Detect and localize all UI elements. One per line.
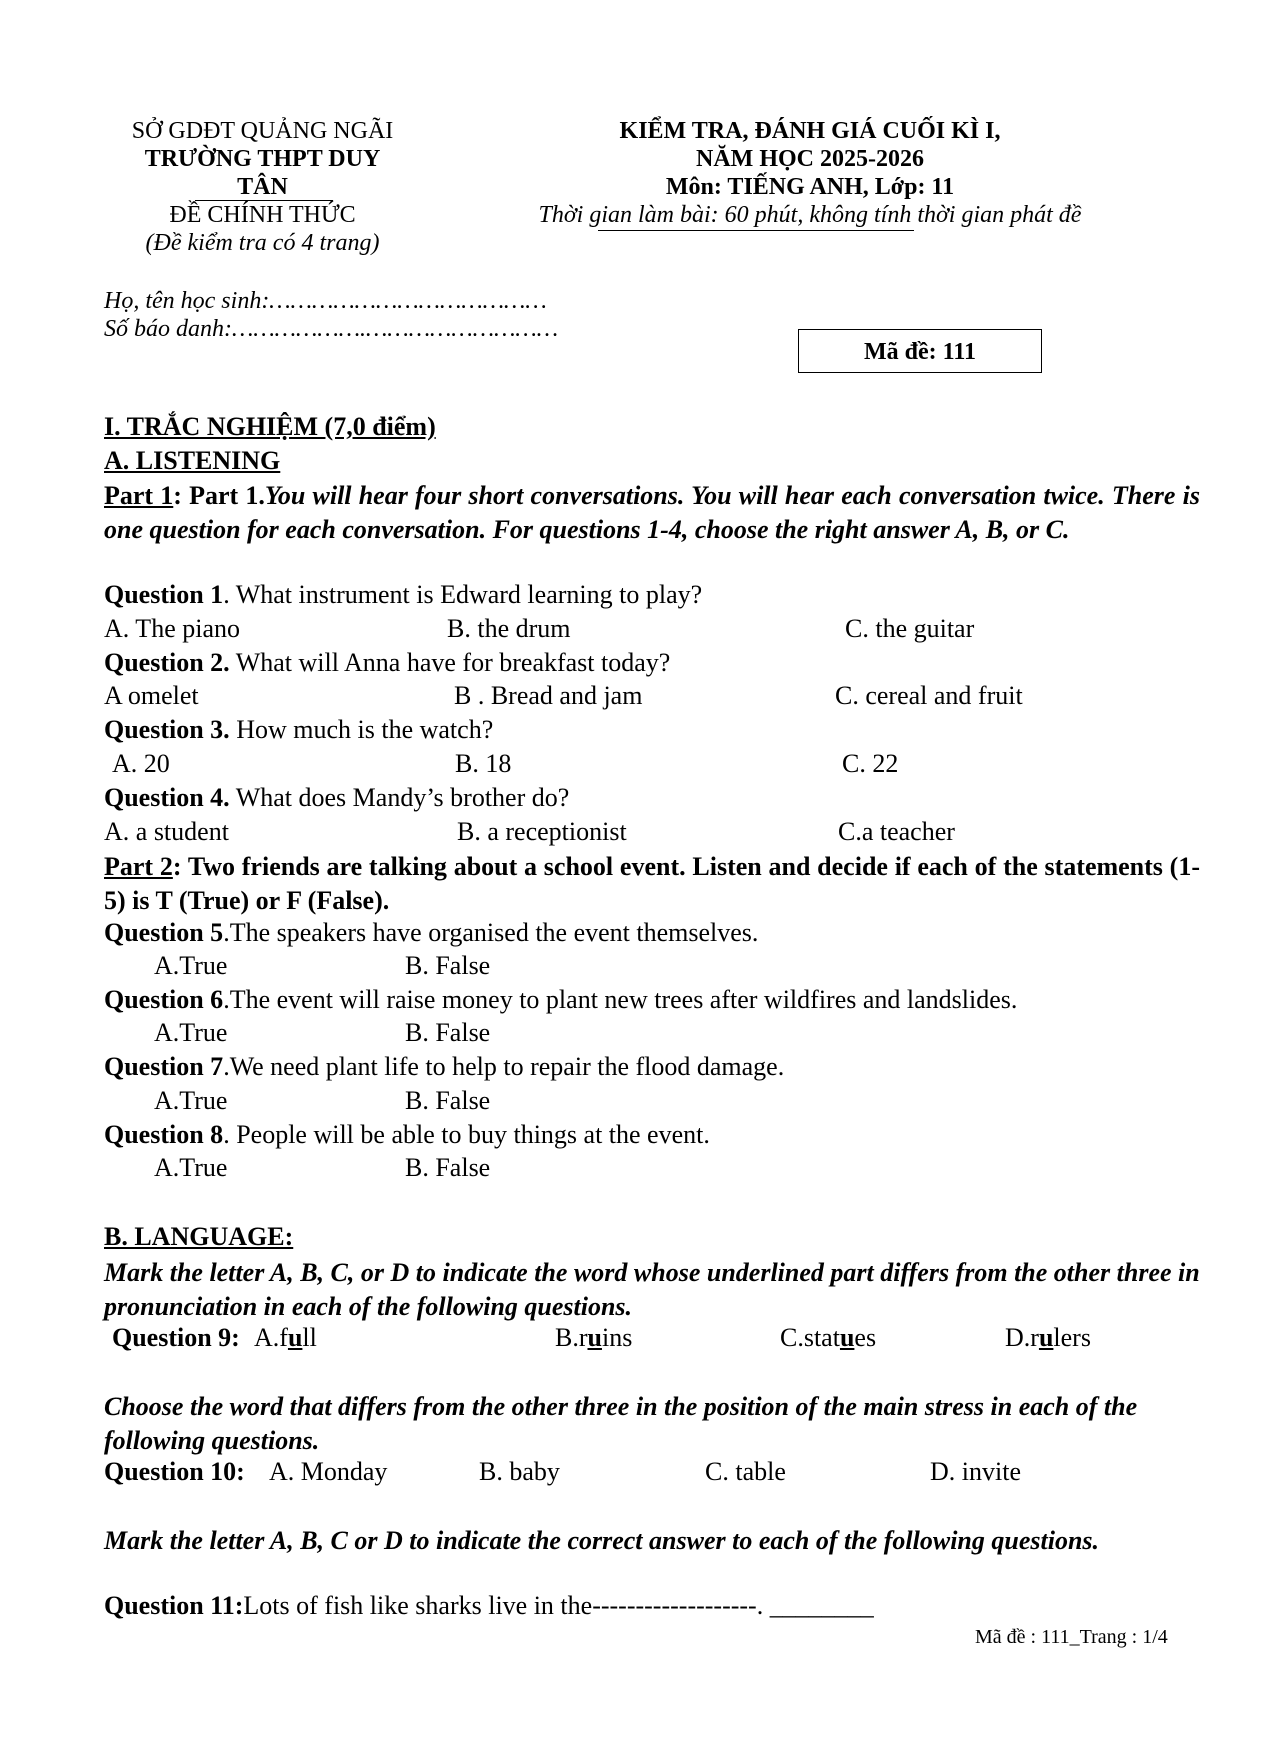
option-true: A.True	[154, 1018, 228, 1047]
option-false: B. False	[405, 951, 491, 980]
option-a: A. 20	[112, 749, 170, 778]
option-false: B. False	[405, 1018, 491, 1047]
question-9-label: Question 9:	[112, 1323, 240, 1352]
mc-instruction: Mark the letter A, B, C or D to indicate the correct answer to each of the following questions.	[104, 1526, 1100, 1555]
option-c: C. the guitar	[845, 614, 975, 643]
option-a: A. The piano	[104, 614, 240, 643]
underlined-letter: u	[587, 1323, 602, 1352]
question-label: Question 8	[104, 1120, 224, 1149]
part2-instruction-text: : Two friends are talking about a school event. Listen and decide if each of the statements (1-5) is T (True) or F (False).	[104, 852, 1200, 915]
question-label: Question 6	[104, 985, 224, 1014]
department-name: SỞ GDĐT QUẢNG NGÃI	[131, 118, 394, 144]
question-11	[104, 1591, 874, 1621]
underlined-letter: u	[287, 1323, 303, 1352]
part1-lead: : Part 1.	[173, 481, 265, 510]
option-true: A.True	[154, 1153, 228, 1182]
underlined-letter: u	[1038, 1323, 1054, 1352]
question-3	[104, 715, 493, 745]
part1-instruction-text: You will hear four short conversations. You will hear each conversation twice. There is one question for each conversation. For questions 1-4, choose the right answer A, B, or C.	[104, 481, 1200, 544]
q9-option-b: B.ruins	[555, 1323, 633, 1352]
option-true: A.True	[154, 951, 228, 980]
subject-grade: Môn: TIẾNG ANH, Lớp: 11	[665, 174, 955, 200]
option-c: C. 22	[842, 749, 899, 778]
question-label: Question 7	[104, 1052, 224, 1081]
option-false: B. False	[405, 1086, 491, 1115]
part2-label: Part 2	[104, 852, 173, 881]
q10-option-d: D. invite	[930, 1457, 1021, 1486]
option-a: A omelet	[104, 681, 199, 710]
school-name-line1: TRƯỜNG THPT DUY	[144, 146, 381, 172]
question-5	[104, 918, 758, 948]
option-false: B. False	[405, 1153, 491, 1182]
time-note: Thời gian làm bài: 60 phút, không tính thời gian phát đề	[538, 202, 1082, 228]
question-label: Question 3.	[104, 715, 230, 744]
student-name-field: Họ, tên học sinh:…………………………………	[104, 288, 547, 314]
question-text: .We need plant life to help to repair the flood damage.	[223, 1052, 785, 1081]
option-a: A. a student	[104, 817, 229, 846]
underlined-letter: u	[839, 1323, 855, 1352]
header-divider-right	[598, 230, 914, 231]
option-true: A.True	[154, 1086, 228, 1115]
stress-instruction: Choose the word that differs from the other three in the position of the main stress in each of the following questions.	[104, 1392, 1138, 1455]
question-6	[104, 985, 1017, 1015]
part1-label: Part 1	[104, 481, 174, 510]
pages-note: (Đề kiểm tra có 4 trang)	[145, 230, 380, 256]
option-b: B. 18	[455, 749, 512, 778]
school-name-line2: TÂN	[237, 174, 288, 200]
question-label: Question 4.	[104, 783, 230, 812]
part2-instruction	[104, 850, 1200, 917]
question-text: Lots of fish like sharks live in the-------------------. ________	[243, 1591, 874, 1620]
exam-title: KIỂM TRA, ĐÁNH GIÁ CUỐI KÌ I,	[619, 118, 1001, 144]
question-text: .The speakers have organised the event themselves.	[223, 918, 759, 947]
question-2	[104, 648, 670, 678]
q9-option-d: D.rulers	[1005, 1323, 1091, 1352]
option-b: B . Bread and jam	[454, 681, 643, 710]
option-b: B. a receptionist	[457, 817, 627, 846]
question-text: . People will be able to buy things at the event.	[223, 1120, 710, 1149]
option-c: C. cereal and fruit	[835, 681, 1023, 710]
option-b: B. the drum	[447, 614, 571, 643]
language-title: B. LANGUAGE:	[104, 1222, 294, 1251]
school-year: NĂM HỌC 2025-2026	[696, 146, 924, 172]
question-1	[104, 580, 702, 610]
section-title: I. TRẮC NGHIỆM (7,0 điểm)	[104, 412, 436, 441]
part1-instruction	[104, 479, 1200, 546]
question-10-label: Question 10:	[104, 1457, 245, 1486]
question-label: Question 11:	[104, 1591, 244, 1620]
question-label: Question 2.	[104, 648, 230, 677]
question-4	[104, 783, 569, 813]
q10-option-b: B. baby	[479, 1457, 560, 1486]
question-text: How much is the watch?	[229, 715, 494, 744]
official-status: ĐỀ CHÍNH THỨC	[169, 202, 356, 228]
page-footer: Mã đề : 111_Trang : 1/4	[975, 1626, 1168, 1648]
q9-option-a: A.full	[254, 1323, 317, 1352]
question-text: .The event will raise money to plant new trees after wildfires and landslides.	[223, 985, 1018, 1014]
question-text: What will Anna have for breakfast today?	[229, 648, 671, 677]
pronunciation-instruction: Mark the letter A, B, C, or D to indicate the word whose underlined part differs from the other three in pronunciation in each of the following questions.	[104, 1258, 1200, 1321]
q10-option-c: C. table	[705, 1457, 786, 1486]
exam-code-box: Mã đề: 111	[798, 329, 1042, 373]
question-label: Question 1	[104, 580, 224, 609]
question-label: Question 5	[104, 918, 224, 947]
question-7	[104, 1052, 784, 1082]
option-c: C.a teacher	[838, 817, 955, 846]
question-text: What does Mandy’s brother do?	[229, 783, 570, 812]
q9-option-c: C.statues	[780, 1323, 877, 1352]
q10-option-a: A. Monday	[269, 1457, 388, 1486]
header-divider-left	[195, 200, 333, 201]
question-text: . What instrument is Edward learning to play?	[223, 580, 703, 609]
question-8	[104, 1120, 710, 1150]
listening-title: A. LISTENING	[104, 446, 281, 475]
student-id-field: Số báo danh:……………….………………………	[104, 316, 559, 342]
